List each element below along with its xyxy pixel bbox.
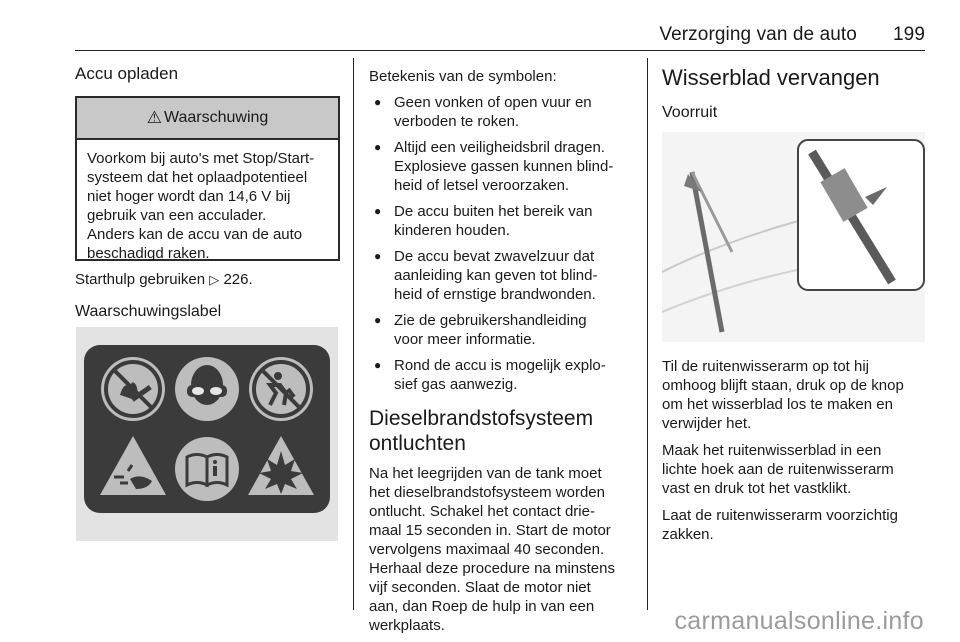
- jump-start-reference: [75, 270, 253, 289]
- diesel-heading-line: ontluchten: [369, 432, 466, 455]
- paragraph-line: Na het leegrijden van de tank moet: [369, 465, 602, 482]
- list-line: heid of ernstige brandwonden.: [394, 286, 596, 303]
- paragraph-line: lichte hoek aan de ruitenwisserarm: [662, 461, 894, 478]
- paragraph-line: Laat de ruitenwisserarm voorzichtig: [662, 507, 898, 524]
- paragraph-line: om het wisserblad los te maken en: [662, 396, 893, 413]
- list-item: [369, 138, 639, 195]
- watermark: carmanualsonline.info: [674, 607, 924, 635]
- diesel-heading-line: Dieselbrandstofsysteem: [369, 407, 594, 430]
- list-line: kinderen houden.: [394, 222, 510, 239]
- paragraph-line: vijf seconden. Slaat de motor niet: [369, 579, 591, 596]
- warning-line: Voorkom bij auto's met Stop/Start-: [87, 150, 315, 167]
- paragraph-line: Maak het ruitenwisserblad in een: [662, 442, 882, 459]
- warning-icon: ⚠: [146, 108, 162, 127]
- explosion-icon: [248, 436, 314, 495]
- heading-accu-opladen: Accu opladen: [75, 64, 179, 83]
- list-line: ● De accu buiten het bereik van: [394, 203, 593, 220]
- wiper-illustration: [662, 132, 925, 342]
- symbols-intro: Betekenis van de symbolen:: [369, 68, 557, 85]
- page-number: 199: [892, 24, 925, 45]
- diesel-heading: [369, 406, 639, 456]
- list-line: ● Zie de gebruikershandleiding: [394, 312, 587, 329]
- wiper-paragraph-3: [662, 506, 937, 544]
- paragraph-line: maal 15 seconden in. Start de motor: [369, 522, 611, 539]
- manual-icon: [175, 437, 239, 501]
- header-divider: [75, 50, 925, 51]
- right-text: [662, 357, 937, 544]
- wiper-diagram: [662, 132, 925, 342]
- paragraph-line: vervolgens maximaal 40 seconden.: [369, 541, 605, 558]
- list-item: [369, 311, 639, 349]
- warning-line: niet hoger wordt dan 14,6 V bij: [87, 188, 291, 205]
- warning-text: [77, 140, 338, 263]
- wiper-heading: Wisserblad vervangen: [662, 65, 880, 90]
- paragraph-line: omhoog blijft staan, druk op de knop: [662, 377, 904, 394]
- paragraph-line: ontlucht. Schakel het contact drie-: [369, 503, 595, 520]
- section-title: Verzorging van de auto: [659, 24, 857, 45]
- list-line: voor meer informatie.: [394, 331, 536, 348]
- label-heading: Waarschuwingslabel: [75, 303, 222, 320]
- paragraph-line: Til de ruitenwisserarm op tot hij: [662, 358, 870, 375]
- wiper-paragraph-2: [662, 441, 937, 498]
- list-item: [369, 202, 639, 240]
- list-line: ● Altijd een veiligheidsbril dragen.: [394, 139, 605, 156]
- warning-line: Anders kan de accu van de auto: [87, 226, 303, 243]
- list-item: [369, 93, 639, 131]
- jump-start-text: Starthulp gebruiken: [75, 271, 206, 288]
- list-line: Explosieve gassen kunnen blind-: [394, 158, 614, 175]
- diesel-paragraph: [369, 464, 639, 635]
- paragraph-line: verwijder het.: [662, 415, 752, 432]
- wiper-paragraph-1: [662, 357, 937, 433]
- middle-column: [369, 67, 639, 635]
- list-line: ● De accu bevat zwavelzuur dat: [394, 248, 595, 265]
- list-line: heid of letsel veroorzaken.: [394, 177, 570, 194]
- warning-label-plate: [84, 345, 330, 513]
- warning-label-symbols: [84, 345, 330, 513]
- keep-away-children-icon: [249, 357, 313, 421]
- list-line: ● Geen vonken of open vuur en: [394, 94, 592, 111]
- page-header: [659, 24, 925, 46]
- list-item: [369, 356, 639, 394]
- warning-box: [75, 96, 340, 261]
- column-divider-1: [353, 58, 354, 610]
- paragraph-line: werkplaats.: [369, 617, 445, 634]
- list-line: sief gas aanwezig.: [394, 376, 518, 393]
- warning-header: [77, 98, 338, 140]
- list-item: [369, 247, 639, 304]
- windshield-subheading: Voorruit: [662, 104, 718, 121]
- symbol-list: [369, 93, 639, 394]
- page-ref-arrow-icon: ▷: [209, 272, 220, 287]
- page-ref-link[interactable]: 226.: [223, 271, 253, 288]
- paragraph-line: Herhaal deze procedure na minstens: [369, 560, 615, 577]
- warning-title: Waarschuwing: [163, 109, 269, 126]
- warning-label-image: [76, 327, 338, 541]
- paragraph-line: het dieselbrandstofsysteem worden: [369, 484, 605, 501]
- acid-warning-icon: [100, 436, 166, 495]
- no-fire-icon: [101, 357, 165, 421]
- paragraph-line: aan, dan Roep de hulp in van een: [369, 598, 595, 615]
- list-line: verboden te roken.: [394, 113, 520, 130]
- safety-goggles-icon: [175, 357, 239, 421]
- list-line: ● Rond de accu is mogelijk explo-: [394, 357, 606, 374]
- warning-line: beschadigd raken.: [87, 245, 210, 262]
- warning-line: systeem dat het oplaadpotentieel: [87, 169, 308, 186]
- paragraph-line: zakken.: [662, 526, 714, 543]
- paragraph-line: vast en druk tot het vastklikt.: [662, 480, 852, 497]
- column-divider-2: [647, 58, 648, 610]
- list-line: aanleiding kan geven tot blind-: [394, 267, 598, 284]
- warning-line: gebruik van een acculader.: [87, 207, 267, 224]
